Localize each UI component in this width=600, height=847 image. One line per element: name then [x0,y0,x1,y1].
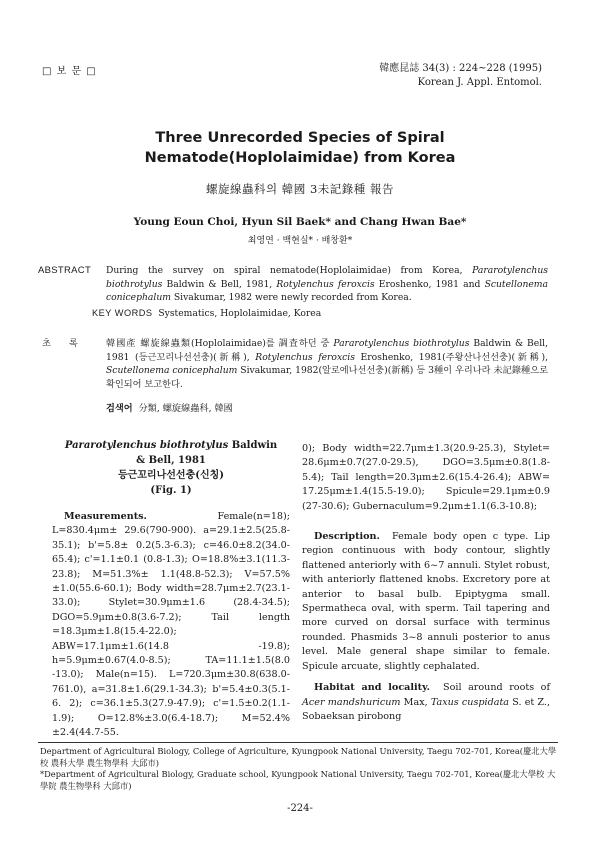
measurements-continued: 0); Body width=22.7μm±1.3(20.9-25.3), Stylet= 28.6μm±0.7(27.0-29.5), DGO=3.5μm±0.8(1.8- 5.4); Tail length=20.3μm±2.6(15.4-26.4); ABW= 17.25μm±1.4(15.5-19.0); Spicule=29.1μm±0.9 (27-30.6); Gubernaculum=9.2μm±1.1(6.3-10.8); [302,443,550,512]
measurements-paragraph [52,510,290,741]
korean-abstract [38,337,548,391]
species-name: Rotylenchus feroxcis [255,351,355,363]
title-korean: 螺旋線蟲科의 韓國 3未記錄種 報告 [206,182,394,196]
species-name: Pararotylenchus biothrotylus [333,338,470,349]
section-label: □ 보 문 □ [42,66,97,77]
species-name: Scutellonema conicephalum [106,278,549,303]
title-line-1: Three Unrecorded Species of Spiral [155,130,445,146]
description-paragraph [302,530,550,674]
korean-keywords [106,400,233,414]
footnote-divider [38,742,558,743]
figure-reference: (Fig. 1) [150,485,192,496]
left-column [52,438,290,748]
chorok-text-b: Baldwin & Bell, 1981 (등근꼬리나선선충)(新稱), [106,338,548,363]
plant-name: Taxus cuspidata [430,696,510,708]
chorok-text-d: Sivakumar, 1982(알로에나선선충)(新稱) 등 3種이 우리나라 未記錄種으로 확인되어 보고한다. [106,365,548,390]
habitat-paragraph [302,681,550,724]
keywords [92,308,321,319]
korean-keywords-text: 分類, 螺旋線蟲科, 韓國 [138,403,233,414]
species-name: Rotylenchus feroxcis [276,278,375,290]
description-text: Female body open c type. Lip region continuous with body contour, slightly flattened anteriorly with 6~7 annuli. Stylet robust, with anteriorly flattened knobs. Excretory pore at anterior to basal bulb. Epiptygma small. Spermatheca oval, with sperm. Tail tapering and more curved on dorsal surface with terminus rounded. Phasmids 3~8 annuli posterior to anus level. Male general shape similar to female. Spicule arcuate, slightly cephalated. [302,531,550,672]
plant-name: Acer mandshuricum [302,696,401,708]
species-name: Pararotylenchus biothrotylus [106,265,548,290]
footnotes [40,746,558,792]
species-heading-name: Pararotylenchus biothrotylus [64,440,229,451]
journal-citation [379,62,542,90]
habitat-text-b: Max, [400,696,431,708]
korean-abstract-label: 초록 [42,338,96,349]
species-heading-korean: 등근꼬리나선선충(신칭) [117,470,225,481]
right-column [302,442,550,731]
species-name: Scutellonema conicephalum [106,365,238,376]
journal-citation-en: Korean J. Appl. Entomol. [417,77,542,88]
keywords-label: KEY WORDS [92,308,153,318]
abstract-text-a: During the survey on spiral nematode(Hoplolaimidae) from Korea, [106,265,473,276]
abstract-label: ABSTRACT [38,265,92,276]
abstract-text-d: Sivakumar, 1982 were newly recorded from Korea. [170,292,412,303]
journal-citation-kr: 韓應昆誌 34(3) : 224~228 (1995) [379,63,542,74]
species-heading-author-a: Baldwin [231,440,278,451]
keywords-text: Systematics, Hoplolaimidae, Korea [158,308,322,319]
measurements-label: Measurements. [64,511,147,522]
species-heading [52,438,290,498]
abstract-text-b: Baldwin & Bell, 1981, [162,278,277,290]
korean-abstract-text [106,337,548,391]
authors: Young Eoun Choi, Hyun Sil Baek* and Chang Hwan Bae* [133,216,467,228]
page-number: -224- [287,803,313,814]
habitat-label: Habitat and locality. [314,682,430,694]
abstract-text-c: Eroshenko, 1981 and [374,278,485,290]
description-label: Description. [314,531,380,543]
habitat-text-c: S. et Z., Sobaeksan pirobong [302,696,550,722]
chorok-text-a: 韓國產 螺旋線蟲類(Hoplolaimidae)를 調査하던 중 [106,338,334,349]
paper-title [0,128,600,168]
title-line-2: Nematode(Hoplolaimidae) from Korea [144,150,456,166]
species-heading-author-b: & Bell, 1981 [136,455,206,466]
species-heading-line-1 [52,438,290,453]
measurements-text-left: Female(n=18); L=830.4μm± 29.6(790-900). a=29.1±2.5(25.8-35.1); b'=5.8± 0.2(5.3-6.3); c=46.0±8.2(34.0-65.4); c'=1.1±0.1 (0.8-1.3); O=18.8%±3.1(11.3-23.8); M=51.3%± 1.1(48.8-52.3); V=57.5%±1.0(55.6-60.1); Body width=28.7μm±2.7(23.1-33.0); Stylet=30.9μm±1.6 (28.4-34.5); DGO=5.9μm±0.8(3.6-7.2); Tail length =18.3μm±1.8(15.4-22.0); ABW=17.1μm±1.6(14.8 -19.8); h=5.9μm±0.67(4.0-8.5); TA=11.1±1.5(8.0 -13.0); Male(n=15). L=720.3μm±30.8(638.0- 761.0), a=31.8±1.6(29.1-34.3); b'=5.4±0.3(5.1-6. 2); c=36.1±5.3(27.9-47.9); c'=1.5±0.2(1.1-1.9); O=12.8%±3.0(6.4-18.7); M=52.4%±2.4(44.7-55. [52,511,290,739]
korean-keywords-label: 검색어 [106,403,133,414]
habitat-text-a: Soil around roots of [443,682,550,694]
abstract [38,264,548,305]
chorok-text-c: Eroshenko, 1981(주왕산나선선충)(新稱), [354,351,548,363]
authors-korean: 최영연 · 백현실* · 배창환* [247,236,353,246]
footnote-2: *Department of Agricultural Biology, Graduate school, Kyungpook National University, Taegu 702-701, Korea(慶北大學校 大學院 農生物學科 大邱市) [40,769,556,791]
abstract-text [106,264,548,305]
footnote-1: Department of Agricultural Biology, College of Agriculture, Kyungpook National University, Taegu 702-701, Korea(慶北大學校 農科大學 農生物學科 大邱市) [40,746,557,768]
